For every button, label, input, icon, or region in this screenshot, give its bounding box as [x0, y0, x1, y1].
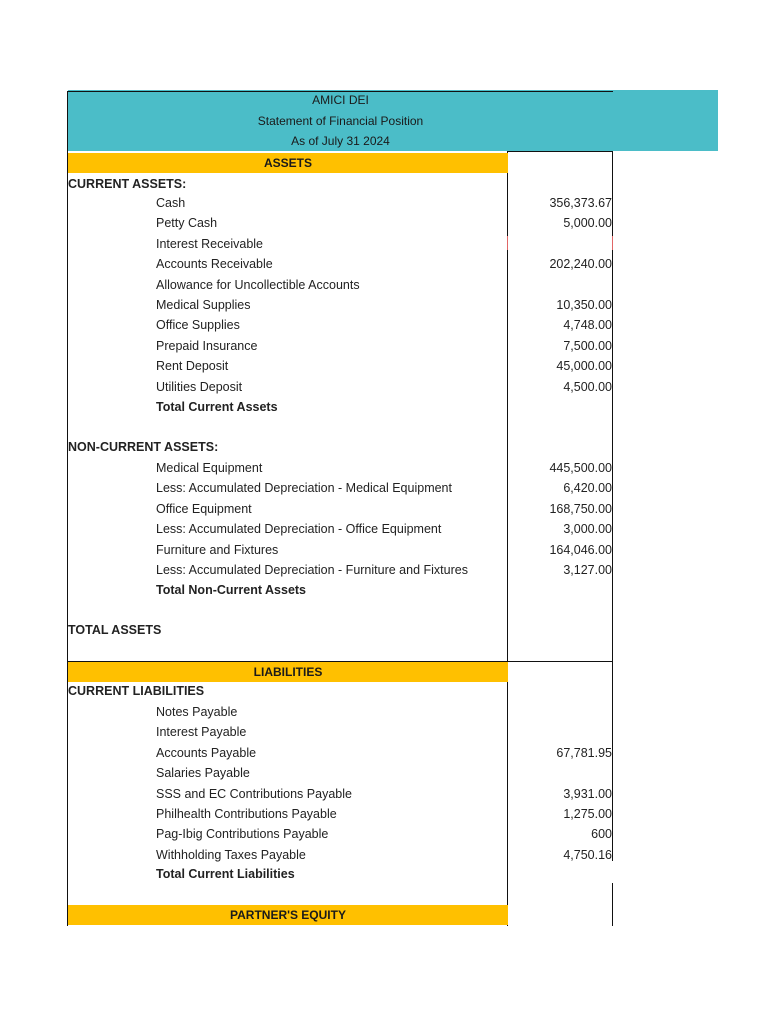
line-item-amount: 356,373.67 — [549, 196, 612, 210]
liabilities-section-header: LIABILITIES — [68, 662, 508, 682]
line-item-row — [68, 193, 613, 213]
total-current-liabilities-label: Total Current Liabilities — [156, 867, 295, 881]
line-item-row — [68, 336, 613, 356]
line-item-row — [68, 254, 613, 274]
non-current-assets-heading: NON-CURRENT ASSETS: — [68, 440, 219, 454]
line-item-amount: 10,350.00 — [556, 298, 612, 312]
line-item-label: Less: Accumulated Depreciation - Furniture and Fixtures — [156, 563, 468, 577]
current-liabilities-heading-row — [68, 681, 613, 701]
line-item-amount: 6,420.00 — [563, 481, 612, 496]
line-item-row — [68, 743, 613, 763]
statement-date: As of July 31 2024 — [291, 134, 390, 148]
line-item-label: Accounts Receivable — [156, 257, 273, 272]
total-non-current-assets-row — [68, 580, 613, 600]
line-item-label: Notes Payable — [156, 705, 238, 719]
line-item-label: Office Equipment — [156, 501, 252, 516]
line-item-row — [68, 213, 613, 233]
total-assets-row — [68, 620, 613, 640]
line-item-row — [68, 275, 613, 295]
line-item-row — [68, 804, 613, 824]
line-item-amount: 445,500.00 — [549, 461, 612, 475]
line-item-label: Prepaid Insurance — [156, 338, 258, 353]
amount-column-top-border — [507, 151, 613, 152]
line-item-amount: 3,931.00 — [563, 786, 612, 801]
line-item-row — [68, 722, 613, 742]
line-item-label: Medical Supplies — [156, 298, 251, 312]
line-item-label: Allowance for Uncollectible Accounts — [156, 277, 360, 292]
line-item-label: Cash — [156, 196, 186, 210]
line-item-row — [68, 560, 613, 580]
line-item-amount: 67,781.95 — [556, 745, 612, 760]
total-current-assets-row — [68, 397, 613, 417]
current-assets-heading: CURRENT ASSETS: — [68, 177, 187, 191]
line-item-label: Philhealth Contributions Payable — [156, 807, 337, 821]
line-item-row — [68, 763, 613, 783]
line-item-label: Rent Deposit — [156, 359, 229, 374]
assets-section-header: ASSETS — [68, 153, 508, 173]
top-border — [67, 91, 613, 92]
line-item-row — [68, 784, 613, 804]
line-item-label: Medical Equipment — [156, 461, 263, 475]
current-assets-heading-row — [68, 174, 613, 194]
line-item-amount: 45,000.00 — [556, 359, 612, 374]
line-item-label: Interest Payable — [156, 725, 247, 740]
line-item-amount: 4,500.00 — [563, 379, 612, 394]
line-item-row — [68, 315, 613, 335]
line-item-label: Furniture and Fixtures — [156, 542, 279, 557]
partners-equity-section-header: PARTNER'S EQUITY — [68, 905, 508, 925]
line-item-row — [68, 702, 613, 722]
line-item-row — [68, 458, 613, 478]
line-item-amount: 600 — [591, 827, 612, 842]
current-liabilities-heading: CURRENT LIABILITIES — [68, 684, 205, 698]
line-item-label: Interest Receivable — [156, 236, 264, 251]
line-item-amount: 1,275.00 — [563, 807, 612, 821]
line-item-row — [68, 540, 613, 560]
line-item-amount: 5,000.00 — [563, 216, 612, 231]
line-item-row — [68, 356, 613, 376]
line-item-label: Office Supplies — [156, 318, 240, 333]
line-item-label: Accounts Payable — [156, 745, 257, 760]
line-item-label: Withholding Taxes Payable — [156, 847, 306, 862]
line-item-row — [68, 295, 613, 315]
line-item-amount: 4,748.00 — [563, 318, 612, 333]
total-current-assets-label: Total Current Assets — [156, 400, 278, 414]
line-item-label: Less: Accumulated Depreciation - Office Equipment — [156, 522, 442, 537]
line-item-row — [68, 478, 613, 498]
line-item-row — [68, 824, 613, 844]
line-item-row — [68, 499, 613, 519]
line-item-amount: 202,240.00 — [549, 257, 612, 272]
line-item-label: Less: Accumulated Depreciation - Medical Equipment — [156, 481, 452, 496]
line-item-label: Salaries Payable — [156, 766, 250, 781]
total-assets-label: TOTAL ASSETS — [68, 623, 162, 637]
line-item-row — [68, 234, 613, 254]
line-item-amount: 164,046.00 — [549, 542, 612, 557]
non-current-assets-heading-row — [68, 437, 613, 457]
line-item-label: SSS and EC Contributions Payable — [156, 786, 352, 801]
line-item-amount: 168,750.00 — [549, 501, 612, 516]
line-item-amount: 4,750.16 — [563, 847, 612, 862]
total-current-liabilities-row — [68, 864, 613, 884]
line-item-label: Utilities Deposit — [156, 379, 243, 394]
line-item-row — [68, 377, 613, 397]
company-name: AMICI DEI — [312, 93, 369, 107]
line-item-row — [68, 519, 613, 539]
line-item-amount: 3,127.00 — [563, 563, 612, 577]
statement-header — [68, 90, 718, 151]
line-item-amount: 3,000.00 — [563, 522, 612, 537]
right-border-equity — [612, 883, 613, 926]
line-item-label: Pag-Ibig Contributions Payable — [156, 827, 329, 842]
total-non-current-assets-label: Total Non-Current Assets — [156, 583, 307, 597]
line-item-label: Petty Cash — [156, 216, 218, 231]
line-item-amount: 7,500.00 — [563, 338, 612, 353]
line-item-row — [68, 845, 613, 865]
statement-title: Statement of Financial Position — [257, 114, 424, 128]
